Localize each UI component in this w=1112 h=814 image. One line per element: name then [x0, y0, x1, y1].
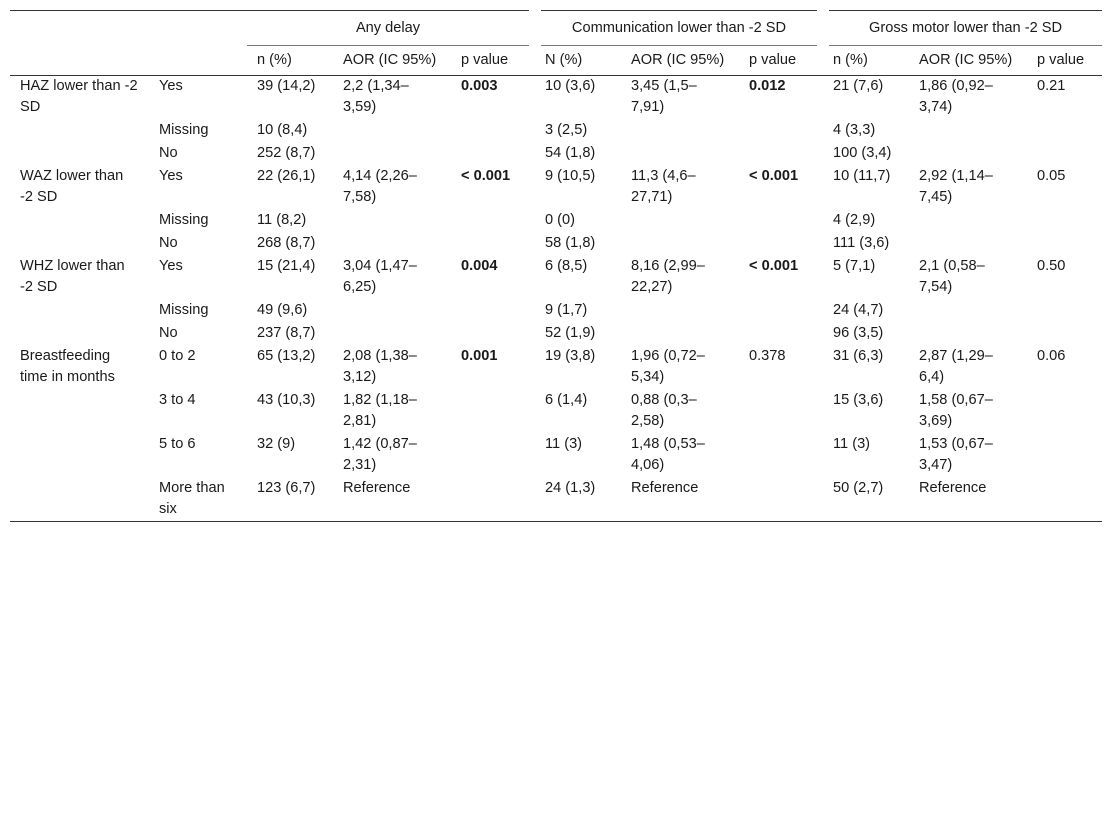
table-cell: 19 (3,8) — [545, 348, 596, 364]
table-cell: 54 (1,8) — [545, 145, 596, 161]
table-cell: 22 (26,1) — [257, 168, 316, 184]
table-cell — [1027, 389, 1102, 433]
table-cell — [451, 477, 535, 522]
table-cell: 2,92 (1,14–7,45) — [919, 168, 993, 205]
table-cell: 0.378 — [749, 348, 786, 364]
table-cell: 9 (1,7) — [545, 302, 588, 318]
row-variable-label: WAZ lower than -2 SD — [20, 168, 124, 205]
table-cell — [739, 255, 823, 299]
table-row — [10, 119, 1102, 142]
table-cell: 15 (3,6) — [833, 392, 884, 408]
table-cell — [451, 209, 535, 232]
table-cell — [1027, 433, 1102, 477]
significant-p-value: 0.004 — [461, 258, 498, 274]
row-category-label: Missing — [159, 122, 209, 138]
table-row — [10, 345, 1102, 389]
table-cell — [739, 232, 823, 255]
table-cell: 0 (0) — [545, 212, 576, 228]
row-variable-label: HAZ lower than -2 SD — [20, 78, 138, 115]
table-cell: 1,42 (0,87–2,31) — [343, 436, 417, 473]
row-variable-label — [10, 232, 149, 255]
table-cell: 3,45 (1,5–7,91) — [631, 78, 697, 115]
table-cell — [1027, 477, 1102, 522]
row-variable-label: Breastfeeding time in months — [20, 348, 115, 385]
table-body — [10, 76, 1102, 522]
column-header: n (%) — [833, 52, 868, 68]
table-cell — [1027, 142, 1102, 165]
row-category-label: Missing — [159, 302, 209, 318]
table-cell: 9 (10,5) — [545, 168, 596, 184]
table-cell: 10 (3,6) — [545, 78, 596, 94]
table-cell: 32 (9) — [257, 436, 296, 452]
table-cell: 3 (2,5) — [545, 122, 588, 138]
table-cell — [909, 142, 1027, 165]
results-table — [10, 10, 1102, 522]
row-variable-label — [10, 142, 149, 165]
table-cell: 0,88 (0,3–2,58) — [631, 392, 697, 429]
table-cell — [621, 299, 739, 322]
column-header: n (%) — [257, 52, 292, 68]
header-group-any-delay: Any delay — [247, 11, 535, 46]
table-cell: 6 (1,4) — [545, 392, 588, 408]
table-cell — [739, 322, 823, 345]
table-cell — [451, 76, 535, 120]
table-cell — [621, 232, 739, 255]
row-variable-label — [10, 389, 149, 433]
table-cell: 0.06 — [1037, 348, 1066, 364]
header-group-communication: Communication lower than -2 SD — [535, 11, 823, 46]
row-variable-label — [10, 433, 149, 477]
significant-p-value: < 0.001 — [749, 258, 799, 274]
table-cell: 252 (8,7) — [257, 145, 316, 161]
table-row — [10, 165, 1102, 209]
table-cell: 96 (3,5) — [833, 325, 884, 341]
table-cell: 24 (1,3) — [545, 480, 596, 496]
significant-p-value: 0.012 — [749, 78, 786, 94]
column-header: p value — [1037, 52, 1085, 68]
table-cell — [739, 142, 823, 165]
table-cell: 111 (3,6) — [833, 235, 890, 251]
header-empty — [10, 11, 149, 46]
table-row — [10, 232, 1102, 255]
table-cell — [333, 322, 451, 345]
table-cell — [451, 119, 535, 142]
table-cell: 11 (3) — [545, 436, 583, 452]
column-header: AOR (IC 95%) — [631, 52, 725, 68]
row-category-label: No — [159, 145, 178, 161]
table-cell: 21 (7,6) — [833, 78, 884, 94]
table-cell: 11,3 (4,6–27,71) — [631, 168, 696, 205]
table-cell — [1027, 209, 1102, 232]
table-cell: 5 (7,1) — [833, 258, 876, 274]
table-cell: 4 (3,3) — [833, 122, 876, 138]
table-cell — [621, 209, 739, 232]
table-cell — [1027, 119, 1102, 142]
row-category-label: 5 to 6 — [159, 436, 196, 452]
table-cell — [1027, 299, 1102, 322]
table-cell — [739, 299, 823, 322]
table-cell — [1027, 232, 1102, 255]
table-cell: 11 (8,2) — [257, 212, 307, 228]
table-cell: 8,16 (2,99–22,27) — [631, 258, 705, 295]
table-row — [10, 477, 1102, 522]
header-empty — [10, 46, 149, 76]
row-variable-label — [10, 322, 149, 345]
table-row — [10, 433, 1102, 477]
table-cell: 15 (21,4) — [257, 258, 316, 274]
table-cell — [333, 142, 451, 165]
table-cell: 0.05 — [1037, 168, 1066, 184]
column-header: AOR (IC 95%) — [343, 52, 437, 68]
table-cell — [451, 389, 535, 433]
table-cell: Reference — [343, 480, 411, 496]
table-cell — [1027, 322, 1102, 345]
table-cell — [739, 477, 823, 522]
table-cell: 1,86 (0,92–3,74) — [919, 78, 993, 115]
row-variable-label: WHZ lower than -2 SD — [20, 258, 125, 295]
table-cell: 1,58 (0,67–3,69) — [919, 392, 993, 429]
table-cell — [451, 433, 535, 477]
table-cell — [909, 119, 1027, 142]
table-cell — [451, 142, 535, 165]
table-cell — [739, 165, 823, 209]
table-cell — [621, 142, 739, 165]
table-row — [10, 389, 1102, 433]
table-cell: 1,96 (0,72–5,34) — [631, 348, 705, 385]
table-cell: 31 (6,3) — [833, 348, 884, 364]
table-cell: 1,82 (1,18–2,81) — [343, 392, 417, 429]
table-cell: 52 (1,9) — [545, 325, 596, 341]
table-cell — [739, 433, 823, 477]
row-variable-label — [10, 119, 149, 142]
table-cell — [333, 232, 451, 255]
table-cell: 100 (3,4) — [833, 145, 892, 161]
table-row — [10, 322, 1102, 345]
row-variable-label — [10, 477, 149, 522]
table-row — [10, 209, 1102, 232]
row-category-label: Yes — [159, 258, 183, 274]
row-category-label: 3 to 4 — [159, 392, 196, 408]
table-cell: 2,08 (1,38–3,12) — [343, 348, 417, 385]
significant-p-value: < 0.001 — [461, 168, 511, 184]
column-header: AOR (IC 95%) — [919, 52, 1013, 68]
table-cell — [451, 255, 535, 299]
column-header: p value — [749, 52, 797, 68]
table-cell: 4,14 (2,26–7,58) — [343, 168, 417, 205]
table-cell — [333, 119, 451, 142]
table-cell: 24 (4,7) — [833, 302, 884, 318]
row-variable-label — [10, 299, 149, 322]
table-cell: 58 (1,8) — [545, 235, 596, 251]
table-row — [10, 255, 1102, 299]
row-category-label: Yes — [159, 78, 183, 94]
row-category-label: 0 to 2 — [159, 348, 196, 364]
row-category-label: Missing — [159, 212, 209, 228]
table-cell — [451, 299, 535, 322]
table-row — [10, 142, 1102, 165]
table-cell: 1,53 (0,67–3,47) — [919, 436, 993, 473]
table-cell — [909, 209, 1027, 232]
table-cell: 268 (8,7) — [257, 235, 316, 251]
table-cell — [451, 165, 535, 209]
table-cell: 2,87 (1,29–6,4) — [919, 348, 993, 385]
table-row — [10, 299, 1102, 322]
table-cell: 39 (14,2) — [257, 78, 316, 94]
table-cell: 2,1 (0,58–7,54) — [919, 258, 985, 295]
row-category-label: No — [159, 325, 178, 341]
table-cell: 3,04 (1,47–6,25) — [343, 258, 417, 295]
table-cell — [451, 322, 535, 345]
table-cell — [621, 119, 739, 142]
header-group-gross-motor: Gross motor lower than -2 SD — [823, 11, 1102, 46]
table-container — [10, 10, 1102, 522]
table-cell: 50 (2,7) — [833, 480, 884, 496]
table-cell — [739, 76, 823, 120]
table-cell: 43 (10,3) — [257, 392, 316, 408]
table-cell: 10 (11,7) — [833, 168, 891, 184]
table-cell: Reference — [919, 480, 987, 496]
table-cell — [621, 322, 739, 345]
table-cell — [333, 299, 451, 322]
header-empty — [149, 11, 247, 46]
table-cell: 4 (2,9) — [833, 212, 876, 228]
table-cell — [909, 232, 1027, 255]
table-cell: Reference — [631, 480, 699, 496]
table-cell: 65 (13,2) — [257, 348, 316, 364]
significant-p-value: 0.003 — [461, 78, 498, 94]
row-category-label: No — [159, 235, 178, 251]
table-cell — [909, 299, 1027, 322]
table-cell: 2,2 (1,34–3,59) — [343, 78, 409, 115]
table-cell — [739, 209, 823, 232]
table-cell: 0.50 — [1037, 258, 1066, 274]
table-cell — [739, 389, 823, 433]
header-group-row — [10, 11, 1102, 46]
row-variable-label — [10, 209, 149, 232]
row-category-label: More than six — [159, 480, 225, 517]
table-cell: 123 (6,7) — [257, 480, 316, 496]
table-cell: 10 (8,4) — [257, 122, 308, 138]
table-cell — [451, 232, 535, 255]
table-cell: 0.21 — [1037, 78, 1066, 94]
table-cell — [909, 322, 1027, 345]
header-subcolumn-row — [10, 46, 1102, 76]
table-cell — [739, 119, 823, 142]
column-header: N (%) — [545, 52, 583, 68]
row-category-label: Yes — [159, 168, 183, 184]
table-row — [10, 76, 1102, 120]
table-cell: 11 (3) — [833, 436, 871, 452]
significant-p-value: < 0.001 — [749, 168, 799, 184]
header-empty — [149, 46, 247, 76]
significant-p-value: 0.001 — [461, 348, 498, 364]
table-cell: 237 (8,7) — [257, 325, 316, 341]
column-header: p value — [461, 52, 509, 68]
table-cell: 1,48 (0,53–4,06) — [631, 436, 705, 473]
table-cell — [333, 209, 451, 232]
table-cell: 6 (8,5) — [545, 258, 588, 274]
table-cell: 49 (9,6) — [257, 302, 308, 318]
table-cell — [451, 345, 535, 389]
